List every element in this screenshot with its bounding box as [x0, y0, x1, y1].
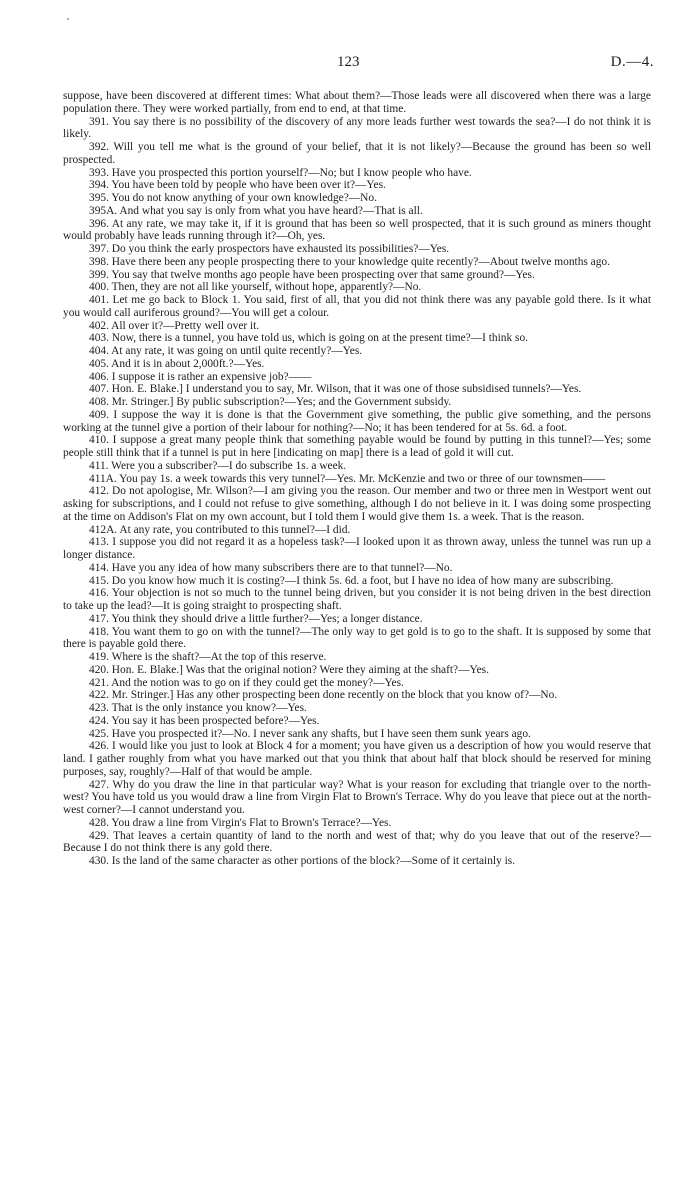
question-paragraph: 412A. At any rate, you contributed to this tunnel?—I did. — [89, 523, 351, 536]
question-paragraph: 391. You say there is no possibility of the discovery of any more leads further west towards the sea?—I do not think it is likely. — [63, 115, 651, 141]
question-paragraph: 393. Have you prospected this portion yourself?—No; but I know people who have. — [89, 166, 472, 179]
question-paragraph: 395. You do not know anything of your own knowledge?—No. — [89, 192, 377, 204]
question-paragraph: 410. I suppose a great many people think that something payable would be found by putting in this tunnel?—Yes; some people still think that if a tunnel is put in here [indicating on map] there is a lead of gold it will cut. — [63, 434, 651, 459]
question-paragraph: 398. Have there been any people prospecting there to your knowledge quite recently?—About twelve months ago. — [89, 255, 610, 268]
question-paragraph: 414. Have you any idea of how many subscribers there are to that tunnel?—No. — [89, 561, 453, 574]
question-paragraph: 408. Mr. Stringer.] By public subscription?—Yes; and the Government subsidy. — [89, 396, 452, 408]
question-paragraph: 430. Is the land of the same character as other portions of the block?—Some of it certainly is. — [89, 855, 516, 867]
speck-mark — [67, 18, 69, 20]
question-paragraph: 421. And the notion was to go on if they could get the money?—Yes. — [89, 676, 404, 689]
question-paragraph: 424. You say it has been prospected before?—Yes. — [89, 714, 320, 727]
question-paragraph: 400. Then, they are not all like yourself, without hope, apparently?—No. — [89, 281, 422, 294]
question-paragraph: 392. Will you tell me what is the ground of your belief, that it is not likely?—Because the ground has been so well prospected. — [63, 141, 651, 166]
question-paragraph: 396. At any rate, we may take it, if it is ground that has been so well prospected, that it is such ground as miners thought would probably have leads running through it?—Oh, yes. — [63, 217, 651, 243]
question-paragraph: 394. You have been told by people who have been over it?—Yes. — [89, 179, 386, 192]
continued-paragraph: suppose, have been discovered at different times: What about them?—Those leads were all discovered when there was a large population there. They were worked partially, from end to end, at that time. — [63, 90, 651, 115]
question-paragraph: 402. All over it?—Pretty well over it. — [89, 319, 260, 332]
question-paragraph: 395A. And what you say is only from what you have heard?—That is all. — [89, 204, 423, 217]
page-header — [0, 54, 700, 74]
question-paragraph: 418. You want them to go on with the tunnel?—The only way to get gold is to go to the shaft. It is supposed by some that there is payable gold there. — [63, 625, 651, 651]
question-paragraph: 411A. You pay 1s. a week towards this very tunnel?—Yes. Mr. McKenzie and two or three of our townsmen—— — [89, 472, 606, 485]
question-paragraph: 409. I suppose the way it is done is that the Government give something, the public give something, and the persons working at the tunnel give a portion of their labour for nothing?—No; it has been tendered for at 5s. 6d. a foot. — [63, 408, 651, 434]
question-paragraph: 426. I would like you just to look at Block 4 for a moment; you have given us a description of how you would reserve that land. I gather roughly from what you have marked out that you think that about half that block should be reserved for mining purposes, say, roughly?—Half of that would be ample. — [63, 740, 651, 778]
question-paragraph: 420. Hon. E. Blake.] Was that the original notion? Were they aiming at the shaft?—Yes. — [89, 663, 489, 676]
question-paragraph: 423. That is the only instance you know?—Yes. — [89, 702, 307, 714]
page-number: 123 — [337, 54, 360, 70]
question-paragraph: 429. That leaves a certain quantity of land to the north and west of that; why do you leave that out of the reserve?—Because I do not think there is any gold there. — [63, 829, 651, 855]
question-paragraph: 428. You draw a line from Virgin's Flat to Brown's Terrace?—Yes. — [89, 816, 392, 829]
question-paragraph: 405. And it is in about 2,000ft.?—Yes. — [89, 357, 265, 370]
question-paragraph: 419. Where is the shaft?—At the top of this reserve. — [89, 651, 327, 663]
question-paragraph: 397. Do you think the early prospectors have exhausted its possibilities?—Yes. — [89, 243, 450, 255]
question-paragraph: 399. You say that twelve months ago people have been prospecting over that same ground?—Yes. — [89, 268, 535, 281]
question-paragraph: 425. Have you prospected it?—No. I never sank any shafts, but I have seen them sunk years ago. — [89, 727, 531, 740]
question-paragraph: 411. Were you a subscriber?—I do subscribe 1s. a week. — [89, 459, 347, 472]
question-paragraph: 401. Let me go back to Block 1. You said, first of all, that you did not think there was any payable gold there. Is it what you would call auriferous ground?—You will get a colour. — [63, 294, 651, 319]
question-paragraph: 417. You think they should drive a little further?—Yes; a longer distance. — [89, 612, 423, 625]
question-paragraph: 412. Do not apologise, Mr. Wilson?—I am giving you the reason. Our member and two or three men in Westport went out asking for subscriptions, and I could not refuse to give something, although I do not believe in it. I was doing some prospecting at the time on Addison's Flat on my own account, but I told them I would give them 1s. a week. That is the reason. — [63, 485, 651, 523]
document-reference: D.—4. — [610, 54, 654, 70]
question-paragraph: 407. Hon. E. Blake.] I understand you to say, Mr. Wilson, that it was one of those subsidised tunnels?—Yes. — [89, 383, 582, 396]
question-paragraph: 416. Your objection is not so much to the tunnel being driven, but you consider it is not being driven in the best direction to take up the lead?—It is going straight to prospecting shaft. — [63, 587, 651, 612]
document-body — [63, 90, 651, 868]
question-paragraph: 427. Why do you draw the line in that particular way? What is your reason for excluding that triangle over to the north-west? You have told us you would draw a line from Virgin Flat to Brown's Terrace. Why do you leave that piece out at the north-west corner?—I cannot understand you. — [63, 778, 651, 816]
question-paragraph: 413. I suppose you did not regard it as a hopeless task?—I looked upon it as thrown away, unless the tunnel was run up a longer distance. — [63, 536, 651, 561]
question-paragraph: 406. I suppose it is rather an expensive job?—— — [89, 370, 312, 383]
question-paragraph: 415. Do you know how much it is costing?—I think 5s. 6d. a foot, but I have no idea of how many are subscribing. — [89, 574, 614, 587]
question-paragraph: 404. At any rate, it was going on until quite recently?—Yes. — [89, 345, 363, 357]
question-paragraph: 403. Now, there is a tunnel, you have told us, which is going on at the present time?—I think so. — [89, 332, 528, 345]
question-paragraph: 422. Mr. Stringer.] Has any other prospecting been done recently on the block that you know of?—No. — [89, 689, 558, 702]
